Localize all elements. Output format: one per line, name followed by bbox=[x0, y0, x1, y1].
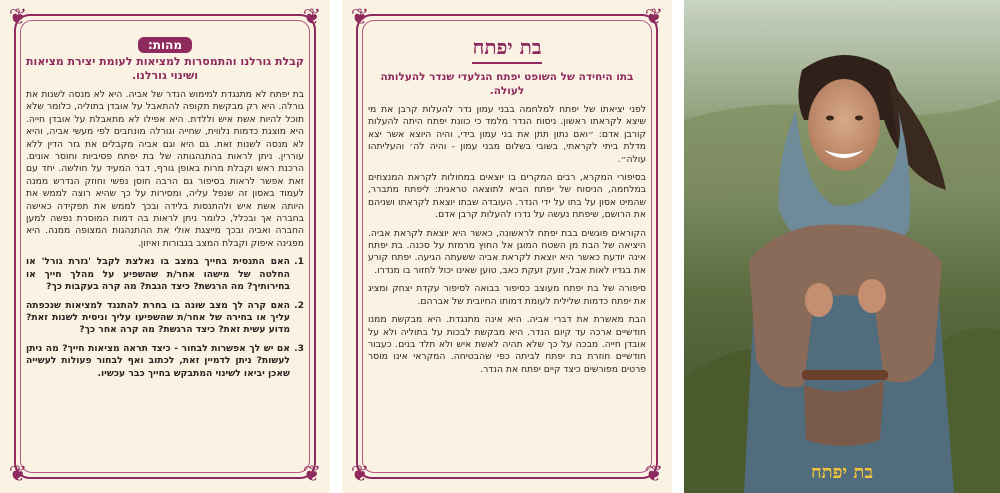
question-number: 1. bbox=[294, 256, 304, 268]
story-paragraph: לפני יציאתו של יפתח למלחמה בבני עמון נדר להעלות קרבן את מי שיצא לקראתו ראשון. ניסוח הנדר מלמד כי כוונת יפתח היתה להעלות קורבן אדם: ״ואם נתון תתן את בני עמון בידי, והיה היוצא אשר יצא מדלת ביתי לקראתי, בשובי בשלום מבני עמון - והיה לה׳ והעליתהו עולה״. bbox=[368, 104, 646, 165]
card-title: בת יפתח bbox=[472, 35, 542, 59]
flourish-icon: ❦ bbox=[644, 5, 664, 30]
flourish-icon: ❦ bbox=[302, 462, 322, 487]
photo-card bbox=[684, 0, 1000, 493]
flourish-icon: ❦ bbox=[644, 462, 664, 487]
story-paragraph: הקוראים פוגשים בבת יפתח לראשונה, כאשר היא יוצאת לקראת אביה. היציאה של הבת מן השטח המוגן אל החוץ מרמזת על סכנה. בת יפתח אינה יודעת כאשר היא יוצאת לקראת אביה ששעתה הגיעה. יפתח קורע את בגדיו לאות אבל, זועק זעקת כאב, טוען שאינו יכול לחזור בו מנדרו. bbox=[368, 227, 646, 276]
question-number: 3. bbox=[294, 342, 304, 354]
photo-caption: בת יפתח bbox=[810, 462, 874, 483]
question-text: אם יש לך אפשרות לבחור - כיצד תראה מציאות חייך? מה ניתן לעשות? ניתן לדמיין זאת, לכתוב ואף לבחור פעולות לעשייה שאכן יביאו לשינוי המתבקש בחייך כבר עכשיו. bbox=[26, 342, 290, 379]
portrait-illustration bbox=[684, 0, 1000, 493]
essence-label: מהות: bbox=[138, 37, 192, 53]
question-item bbox=[26, 343, 304, 380]
flourish-icon: ❦ bbox=[8, 462, 28, 487]
question-item bbox=[26, 300, 304, 337]
middle-card bbox=[342, 0, 672, 493]
flourish-icon: ❦ bbox=[302, 5, 322, 30]
story-paragraph: בסיפורי המקרא, רבים המקרים בו יוצאים במחולות לקראת המנצחים במלחמה, הניסוח של יפתח הביא לתוצאה טראגית: ליפתח מתברר, שהמיט אסון על בתו על ידי הנדר. העובדה שבתו יוצאת לקראתו ושניהם את הרושם, שיפתח נעשה על נדרו להעלות קרבן אדם. bbox=[368, 172, 646, 221]
card-subtitle: בתו היחידה של השופט יפתח הגלעדי שנדר להעלותה לעולה. bbox=[380, 71, 634, 97]
middle-card-content bbox=[368, 34, 646, 467]
story-paragraph: סיפורה של בת יפתח מעוצב כסיפור בבואה לסיפור עקדת יצחק ומציג את יפתח כדמות שלילית לעומת דמותו החיובית של אברהם. bbox=[368, 283, 646, 307]
flourish-icon: ❦ bbox=[350, 462, 370, 487]
question-number: 2. bbox=[294, 299, 304, 311]
question-item bbox=[26, 256, 304, 293]
title-underline bbox=[472, 62, 542, 64]
story-paragraph: הבת מאשרת את דברי אביה. היא אינה מתנגדת. היא מבקשת ממנו חודשיים ארכה עד קיום הנדר. היא מבקשת לבכות על בתוליה ולא על אובדן חייה. מבכה על כך שלא תהיה לאשת איש ולא תלד בנים. כעבור חודשיים חוזרת בת יפתח לביתה כפי שהבטיחה. המקראי אינו מוסר פרטים מפורשים כיצד קיים יפתח את הנדר. bbox=[368, 314, 646, 375]
question-list bbox=[26, 256, 304, 380]
question-text: האם התנסית בחייך במצב בו נאלצת לקבל 'גזרת גורל' או החלטה של מישהו אחר/ת שהשפיע על מהלך חייך או בחירותיך? מה הרגשת? כיצד הגבת? מה קרה בעקבות כך? bbox=[26, 256, 290, 293]
left-card bbox=[0, 0, 330, 493]
question-text: האם קרה לך מצב שונה בו בחרת להתנגד למציאות שנכפתה עליך או בחירה של אחר/ת שהשפיעו עליך וניסית לשנות זאת? מדוע עשית זאת? כיצד הרגשת? מה קרה אחר כך? bbox=[26, 299, 290, 336]
flourish-icon: ❦ bbox=[8, 5, 28, 30]
left-card-content bbox=[26, 34, 304, 467]
flourish-icon: ❦ bbox=[350, 5, 370, 30]
left-card-paragraph: בת יפתח לא מתנגדת למימוש הנדר של אביה. היא לא מנסה לשנות את גורלה. היא רק מבקשת תקופה להתאבל על אובדן בתוליה, כלומר שלא תוכל להיות אשת איש וללדת. היא אפילו לא מתאבלת על אובדן חייה. היא מוצגת כדמות נלווית, שחייה וגורלה מונחבים לפי מעשי אביה, והיא לא מנסה לשנות זאת. גם היא וגם אביה מקבלים את גזר הדין ללא עוררין. ניתן לראות בהתנהגותה של בת יפתח פסיביות וחוסר אונים. הרכנת ראש וקבלת מרות באופן גורף, דבר המעיד על חולשה. יחד עם זאת אפשר לראות בסיפור גם הרבה חוסן נפשי וחוזק הנדרש ממנה לעמוד באסון זה שנפל עליה, ומסירות על כך שהיא רוצה לממש את היותה אשת איש ולהתנסות בלידה ובכך לממש את תפקידה כאישה בחברה אך ובכלל, כלומר ניתן לראות בה דמות המוסרת נפשה למען החברה ואביה ובכך מייצגת אולי את ההתנהגות המצופה ממנה. היא מפגינה איפוק וקבלת המצב בגבורות ואיזון. bbox=[26, 89, 304, 249]
left-card-subtitle: קבלת גורלנו והתמסרות למציאות לעומת יצירת מציאות ושינוי גורלנו. bbox=[26, 55, 304, 82]
